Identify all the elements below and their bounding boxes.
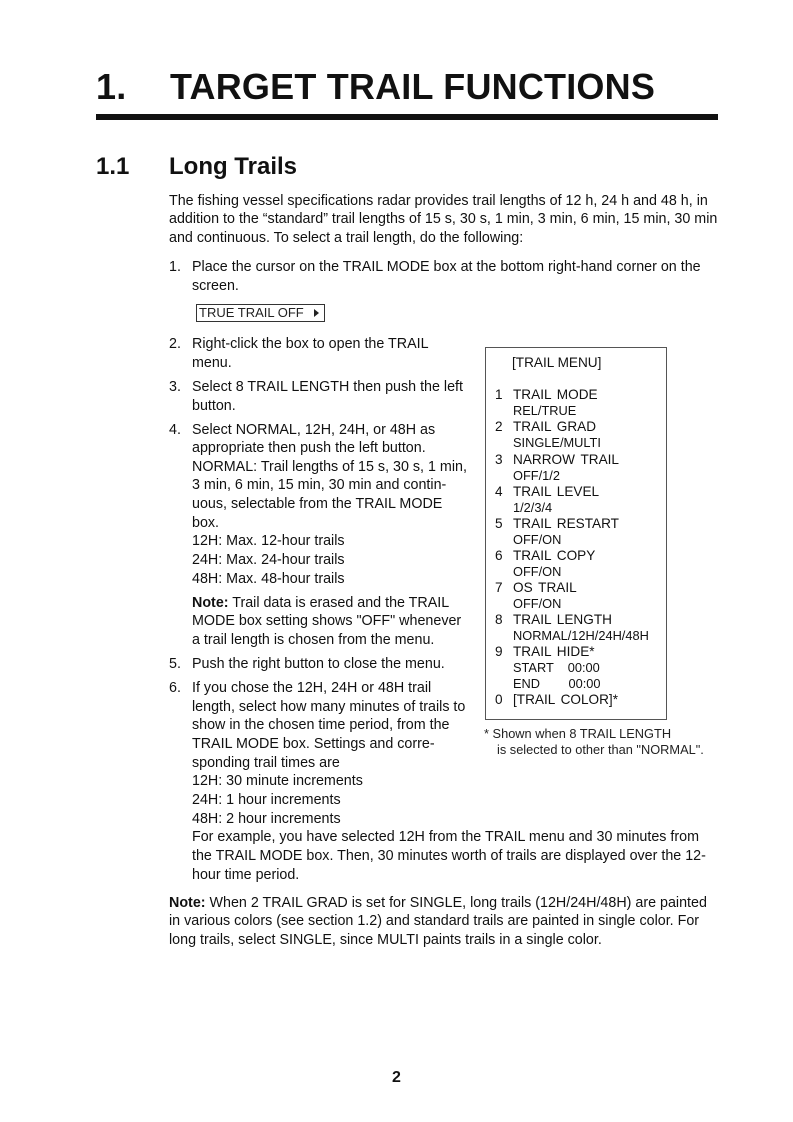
step-line: 12H: Max. 12-hour trails <box>192 533 345 549</box>
menu-item-number: 4 <box>495 484 503 499</box>
menu-item-trail-color: [TRAIL COLOR]* <box>513 692 618 707</box>
menu-item-trail-hide: TRAIL HIDE* <box>513 644 595 659</box>
menu-item-number: 0 <box>495 692 503 707</box>
menu-item-number: 3 <box>495 452 503 467</box>
trail-menu-title: [TRAIL MENU] <box>512 355 602 370</box>
menu-item-options: 1/2/3/4 <box>513 500 553 515</box>
note-line: a trail length is chosen from the menu. <box>192 632 435 648</box>
section-number: 1.1 <box>96 153 130 180</box>
step-line: TRAIL MODE box. Settings and corre- <box>192 736 435 752</box>
step-number: 6. <box>169 680 181 696</box>
section-title <box>96 153 297 181</box>
menu-item-number: 2 <box>495 419 503 434</box>
menu-item-options: START 00:00 <box>513 660 600 675</box>
note-line: Note: Trail data is erased and the TRAIL <box>192 595 450 611</box>
note-line: MODE box setting shows "OFF" whenever <box>192 613 462 629</box>
menu-item-options: OFF/1/2 <box>513 468 560 483</box>
menu-item-options: SINGLE/MULTI <box>513 435 601 450</box>
menu-item-number: 9 <box>495 644 503 659</box>
menu-item-trail-mode: TRAIL MODE <box>513 387 598 402</box>
step-line: NORMAL: Trail lengths of 15 s, 30 s, 1 min, <box>192 459 467 475</box>
menu-item-options: END 00:00 <box>513 676 601 691</box>
chapter-title <box>96 66 655 108</box>
menu-item-trail-grad: TRAIL GRAD <box>513 419 597 434</box>
step-line: 48H: 2 hour increments <box>192 811 341 827</box>
step-line: screen. <box>192 278 239 294</box>
step-line: the TRAIL MODE box. Then, 30 minutes worth of trails are displayed over the 12- <box>192 848 706 864</box>
menu-item-options: OFF/ON <box>513 596 562 611</box>
intro-line: addition to the “standard” trail lengths of 15 s, 30 s, 1 min, 3 min, 6 min, 15 min, 30 min <box>169 211 718 227</box>
menu-item-number: 6 <box>495 548 503 563</box>
chapter-rule <box>96 114 718 120</box>
step-line: length, select how many minutes of trails to <box>192 699 466 715</box>
step-line: Select NORMAL, 12H, 24H, or 48H as <box>192 422 436 438</box>
step-number: 1. <box>169 259 181 275</box>
menu-item-options: NORMAL/12H/24H/48H <box>513 628 649 643</box>
menu-item-trail-length: TRAIL LENGTH <box>513 612 612 627</box>
menu-item-trail-level: TRAIL LEVEL <box>513 484 600 499</box>
step-number: 4. <box>169 422 181 438</box>
menu-item-number: 1 <box>495 387 503 402</box>
chapter-number: 1. <box>96 66 127 107</box>
menu-item-trail-restart: TRAIL RESTART <box>513 516 619 531</box>
step-line: 24H: 1 hour increments <box>192 792 341 808</box>
menu-item-number: 7 <box>495 580 503 595</box>
step-line: Push the right button to close the menu. <box>192 656 445 672</box>
step-line: If you chose the 12H, 24H or 48H trail <box>192 680 432 696</box>
note-label: Note: <box>169 895 206 911</box>
final-note-line: Note: When 2 TRAIL GRAD is set for SINGLE, long trails (12H/24H/48H) are painted <box>169 895 707 911</box>
menu-footnote: * Shown when 8 TRAIL LENGTH <box>484 726 672 741</box>
menu-item-number: 5 <box>495 516 503 531</box>
step-line: For example, you have selected 12H from the TRAIL menu and 30 minutes from <box>192 829 699 845</box>
step-number: 5. <box>169 656 181 672</box>
step-line: uous, selectable from the TRAIL MODE <box>192 496 443 512</box>
step-line: 3 min, 6 min, 15 min, 30 min and contin- <box>192 477 447 493</box>
step-line: hour time period. <box>192 867 300 883</box>
step-line: box. <box>192 515 220 531</box>
menu-item-trail-copy: TRAIL COPY <box>513 548 596 563</box>
chapter-title-text: TARGET TRAIL FUNCTIONS <box>170 66 656 107</box>
menu-item-os-trail: OS TRAIL <box>513 580 577 595</box>
menu-item-options: OFF/ON <box>513 532 562 547</box>
step-line: menu. <box>192 355 232 371</box>
page-number: 2 <box>392 1069 401 1086</box>
trail-mode-box[interactable] <box>196 304 325 322</box>
intro-line: The fishing vessel specifications radar provides trail lengths of 12 h, 24 h and 48 h, in <box>169 193 708 209</box>
step-line: 12H: 30 minute increments <box>192 773 363 789</box>
menu-footnote: is selected to other than "NORMAL". <box>497 742 704 757</box>
step-line: Select 8 TRAIL LENGTH then push the left <box>192 379 463 395</box>
trail-mode-box-label: TRUE TRAIL OFF <box>199 305 304 320</box>
note-label: Note: <box>192 595 229 611</box>
step-number: 2. <box>169 336 181 352</box>
step-line: sponding trail times are <box>192 755 340 771</box>
step-line: Right-click the box to open the TRAIL <box>192 336 429 352</box>
step-line: 24H: Max. 24-hour trails <box>192 552 345 568</box>
final-note-line: long trails, select SINGLE, since MULTI paints trails in a single color. <box>169 932 602 948</box>
menu-item-options: REL/TRUE <box>513 403 577 418</box>
menu-item-narrow-trail: NARROW TRAIL <box>513 452 619 467</box>
intro-line: and continuous. To select a trail length, do the following: <box>169 230 524 246</box>
menu-item-options: OFF/ON <box>513 564 562 579</box>
step-number: 3. <box>169 379 181 395</box>
step-line: appropriate then push the left button. <box>192 440 426 456</box>
step-line: show in the chosen time period, from the <box>192 717 450 733</box>
final-note-line: in various colors (see section 1.2) and standard trails are painted in single color. For <box>169 913 700 929</box>
menu-item-number: 8 <box>495 612 503 627</box>
step-line: 48H: Max. 48-hour trails <box>192 571 345 587</box>
section-title-text: Long Trails <box>169 153 298 180</box>
triangle-right-icon <box>314 309 319 317</box>
step-line: Place the cursor on the TRAIL MODE box at the bottom right-hand corner on the <box>192 259 701 275</box>
step-line: button. <box>192 398 236 414</box>
